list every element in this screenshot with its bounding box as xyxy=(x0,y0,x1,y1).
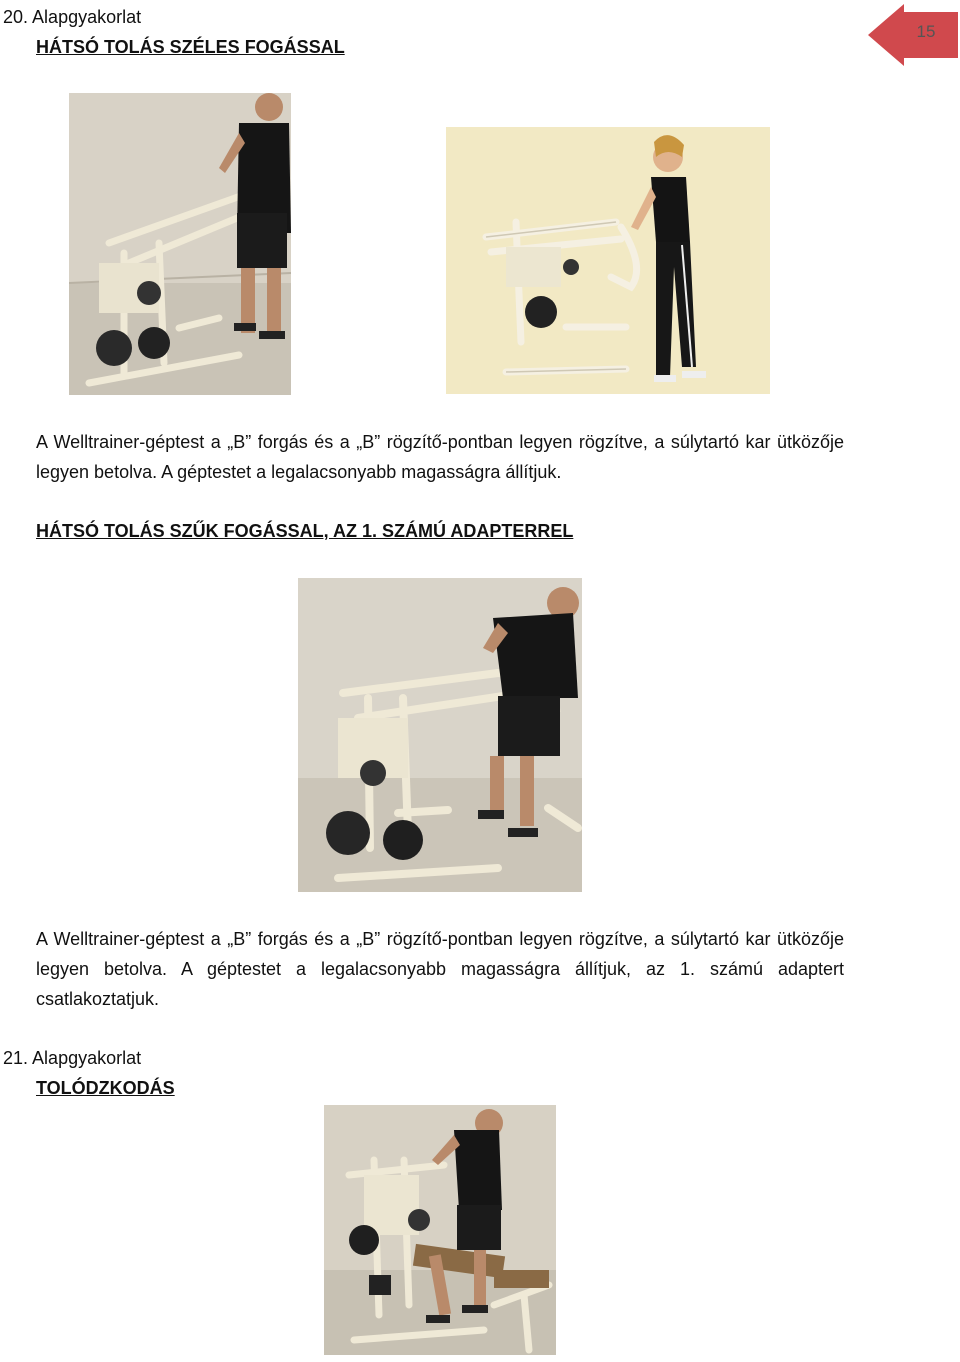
exercise-label-21: Alapgyakorlat xyxy=(32,1048,142,1068)
exercise-title-21: TOLÓDZKODÁS xyxy=(36,1078,175,1098)
photo-dips xyxy=(324,1105,556,1355)
exercise-number-line xyxy=(3,2,141,32)
exercise-number: 20. xyxy=(3,7,29,27)
exercise-number-21: 21. xyxy=(3,1048,29,1068)
exercise-description: A Welltrainer-géptest a „B” forgás és a „B” rögzítő-pontban legyen rögzítve, a súlytartó kar ütközője legyen betolva. A géptestet a legalacsonyabb magasságra állítjuk. xyxy=(36,432,844,482)
exercise-label: Alapgyakorlat xyxy=(32,7,142,27)
photo-wide-grip-man xyxy=(69,93,291,395)
photo-narrow-grip xyxy=(298,578,582,892)
page-number-badge xyxy=(868,4,960,66)
exercise-title: HÁTSÓ TOLÁS SZÉLES FOGÁSSAL xyxy=(36,37,345,57)
photo-wide-grip-woman xyxy=(446,127,770,394)
exercise-number-line-21 xyxy=(3,1043,141,1073)
exercise-variant-title: HÁTSÓ TOLÁS SZŰK FOGÁSSAL, AZ 1. SZÁMÚ ADAPTERREL xyxy=(36,521,574,541)
exercise-variant-description: A Welltrainer-géptest a „B” forgás és a „B” rögzítő-pontban legyen rögzítve, a súlytartó kar ütközője legyen betolva. A géptestet a legalacsonyabb magasságra állítjuk, az 1. számú adaptert csatlakoztatjuk. xyxy=(36,929,844,1009)
page-number: 15 xyxy=(916,22,936,41)
